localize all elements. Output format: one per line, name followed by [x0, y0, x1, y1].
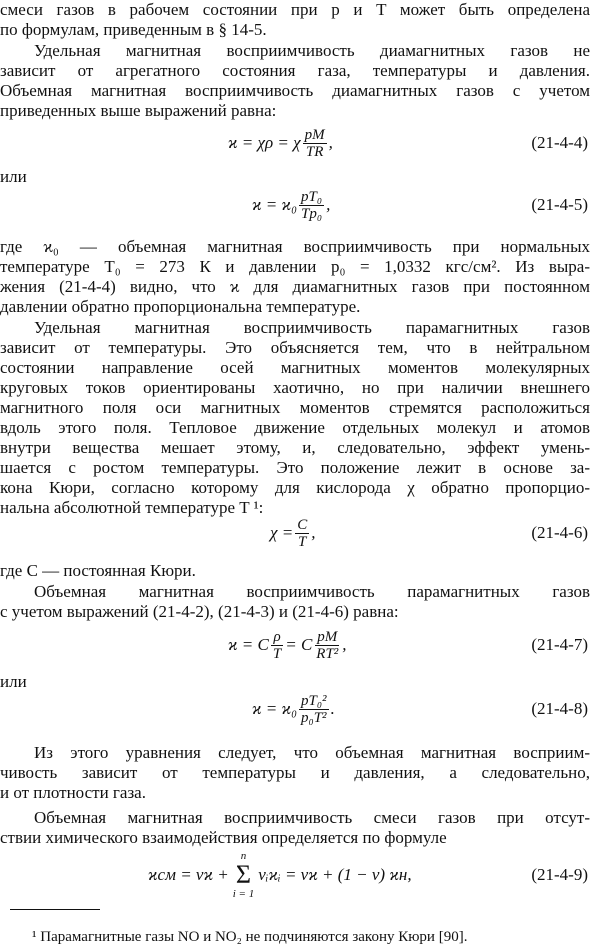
sum-lower-limit: i = 1: [232, 888, 255, 900]
text-line: Из этого уравнения следует, что объемная магнитная восприим-: [34, 743, 590, 762]
text-line: Объемная магнитная восприимчивость диамагнитных газов с учетом: [0, 81, 590, 100]
text-line: температуре T₀ = 273 К и давлении p₀ = 1,0332 кгс/см². Из выра-: [0, 257, 590, 276]
equation-21-4-7: [0, 620, 600, 670]
text-line: шается с ростом температуры. Это положение лежит в основе за-: [0, 458, 590, 477]
eq-lhs: χ =: [270, 523, 294, 542]
denominator: T: [298, 533, 307, 550]
denominator: TR: [305, 143, 324, 160]
text-line: где C — постоянная Кюри.: [0, 561, 196, 580]
text-line: магнитного поля оси магнитных моментов стремятся расположиться: [0, 398, 590, 417]
footnote: ¹ Парамагнитные газы NO и NO₂ не подчиняются закону Кюри [90].: [32, 929, 468, 945]
text-line: или: [0, 672, 27, 691]
fraction: [271, 629, 283, 662]
eq-lhs: ϰ = ϰ₀: [252, 699, 297, 718]
equation-21-4-6: [0, 508, 600, 558]
denominator: p₀T²: [301, 709, 327, 726]
numerator: pT₀: [301, 188, 323, 205]
fraction: [295, 517, 309, 550]
equation-number: (21-4-8): [531, 699, 588, 718]
text-line: ствии химического взаимодействия определяется по формуле: [0, 828, 447, 847]
eq-tail: ,: [342, 635, 347, 654]
text-line: Удельная магнитная восприимчивость парамагнитных газов: [34, 318, 590, 337]
text-line: Объемная магнитная восприимчивость смеси газов при отсут-: [34, 808, 590, 827]
fraction: [299, 693, 329, 726]
equation-number: (21-4-7): [531, 635, 588, 654]
numerator: pM: [304, 126, 325, 143]
eq-mid: = C: [285, 635, 313, 654]
text-line: состоянии направление осей магнитных моментов молекулярных: [0, 358, 590, 377]
text-line: давлении обратно пропорциональна температуре.: [0, 297, 361, 316]
text-line: с учетом выражений (21-4-2), (21-4-3) и (21-4-6) равна:: [0, 602, 399, 621]
eq-tail: ,: [328, 133, 333, 152]
text-line: зависит от температуры. Это объясняется тем, что в нейтральном: [0, 338, 590, 357]
equation-21-4-9: [0, 850, 600, 900]
eq-lhs: ϰ = C: [228, 635, 269, 654]
eq-rhs: vᵢϰᵢ = vϰ + (1 − v) ϰн,: [258, 865, 412, 884]
text-line: или: [0, 167, 27, 186]
sum-upper-limit: n: [240, 850, 247, 862]
equation-number: (21-4-5): [531, 195, 588, 214]
text-line: круговых токов ориентированы хаотично, но при наличии внешнего: [0, 378, 590, 397]
text-line: где ϰ₀ — объемная магнитная восприимчивость при нормальных: [0, 237, 590, 256]
eq-lhs: ϰсм = vϰ +: [148, 865, 229, 884]
equation-21-4-8: [0, 684, 600, 734]
text-line: Удельная магнитная восприимчивость диамагнитных газов не: [34, 41, 590, 60]
eq-tail: ,: [311, 523, 316, 542]
equation-number: (21-4-4): [531, 133, 588, 152]
summation: [233, 850, 254, 900]
fraction: [314, 629, 340, 662]
text-line: кона Кюри, согласно которому для кислорода χ обратно пропорцио-: [0, 478, 590, 497]
numerator: ρ: [273, 628, 281, 645]
numerator: pM: [317, 628, 338, 645]
text-line: внутри вещества мешает этому, и, следовательно, эффект умень-: [0, 438, 590, 457]
equation-number: (21-4-9): [531, 865, 588, 884]
footnote-rule: [10, 909, 100, 910]
text-line: по формулам, приведенным в § 14-5.: [0, 20, 267, 39]
text-line: нальна абсолютной температуре T ¹:: [0, 498, 264, 517]
denominator: RT²: [316, 645, 339, 662]
fraction: [303, 127, 327, 160]
eq-tail: .: [330, 699, 335, 718]
text-line: зависит от агрегатного состояния газа, температуры и давления.: [0, 61, 590, 80]
sigma-symbol: Σ: [235, 860, 252, 889]
denominator: T: [272, 645, 282, 662]
text-line: смеси газов в рабочем состоянии при p и T может быть определена: [0, 0, 590, 19]
numerator: pT₀²: [301, 692, 327, 709]
equation-number: (21-4-6): [531, 523, 588, 542]
text-line: вдоль этого поля. Тепловое движение отдельных молекул и атомов: [0, 418, 590, 437]
equation-21-4-4: [0, 118, 600, 168]
text-line: чивость зависит от температуры и давления, а следовательно,: [0, 763, 590, 782]
text-line: жения (21-4-4) видно, что ϰ для диамагнитных газов при постоянном: [0, 277, 590, 296]
equation-21-4-5: [0, 180, 600, 230]
numerator: C: [297, 516, 308, 533]
text-line: и от плотности газа.: [0, 783, 146, 802]
eq-tail: ,: [326, 195, 331, 214]
text-line: приведенных выше выражений равна:: [0, 101, 277, 120]
denominator: Tp₀: [301, 205, 323, 222]
eq-lhs: ϰ = ϰ₀: [252, 195, 297, 214]
eq-lhs: ϰ = χρ = χ: [228, 133, 301, 152]
fraction: [299, 189, 324, 222]
text-line: Объемная магнитная восприимчивость парамагнитных газов: [34, 582, 590, 601]
